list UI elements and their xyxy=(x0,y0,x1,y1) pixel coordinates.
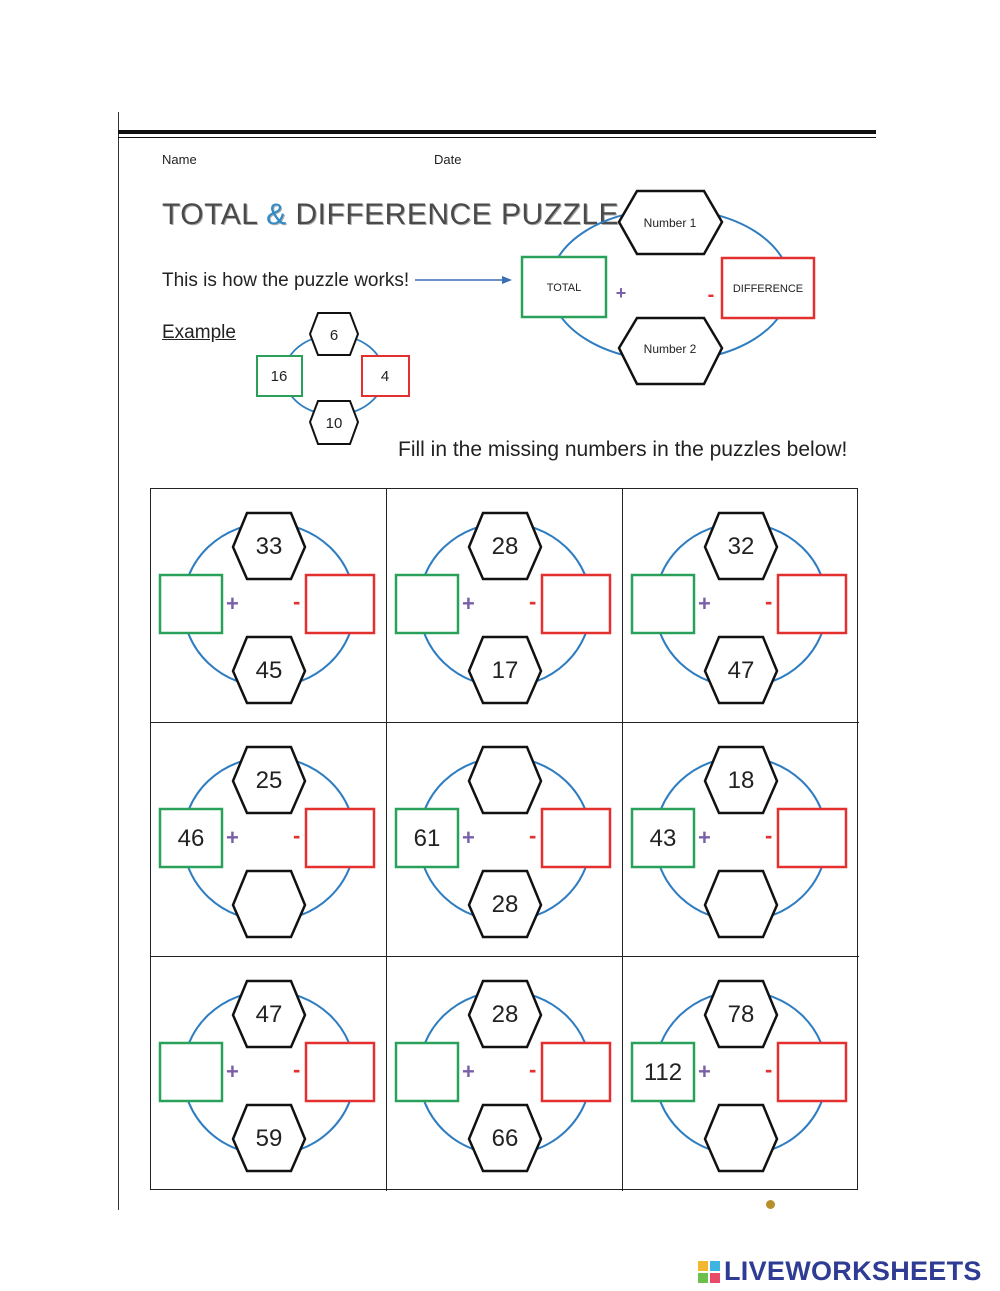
bottom-number: 59 xyxy=(255,1125,283,1152)
puzzle-cell xyxy=(623,957,859,1191)
bottom-number: 47 xyxy=(727,657,755,684)
how-it-works-text: This is how the puzzle works! xyxy=(162,270,410,291)
title-total: TOTAL xyxy=(162,198,258,231)
difference-answer-box xyxy=(778,809,846,867)
number1-label: Number 1 xyxy=(643,216,697,230)
total-value[interactable]: 46 xyxy=(177,825,205,852)
puzzle-shapes xyxy=(623,489,859,723)
difference-answer-box xyxy=(542,575,610,633)
puzzle-cell xyxy=(387,723,623,957)
total-label: TOTAL xyxy=(546,282,582,294)
top-number: 78 xyxy=(727,1001,755,1028)
decorative-dot xyxy=(766,1200,775,1209)
minus-sign: - xyxy=(529,589,537,614)
difference-answer-box xyxy=(542,1043,610,1101)
explanation-diagram xyxy=(0,0,1000,480)
minus-sign: - xyxy=(765,823,773,848)
bottom-hexagon xyxy=(233,871,305,937)
minus-sign: - xyxy=(707,284,715,306)
puzzle-shapes xyxy=(151,957,387,1191)
puzzle-grid xyxy=(150,488,858,1190)
total-answer-box xyxy=(396,575,458,633)
top-number: 28 xyxy=(491,1001,519,1028)
puzzle-cell xyxy=(387,489,623,723)
puzzle-cell xyxy=(387,957,623,1191)
minus-sign: - xyxy=(293,589,301,614)
puzzle-shapes xyxy=(387,489,623,723)
difference-answer-box xyxy=(542,809,610,867)
plus-sign: + xyxy=(462,825,475,850)
plus-sign: + xyxy=(615,283,627,303)
puzzle-shapes xyxy=(151,489,387,723)
example-bottom-value: 10 xyxy=(325,415,343,432)
puzzle-cell xyxy=(623,723,859,957)
minus-sign: - xyxy=(765,1057,773,1082)
difference-answer-box xyxy=(306,1043,374,1101)
brand-name: LIVEWORKSHEETS xyxy=(724,1256,982,1286)
date-label: Date xyxy=(434,152,462,167)
minus-sign: - xyxy=(765,589,773,614)
example-top-value: 6 xyxy=(329,327,339,344)
top-hexagon xyxy=(469,747,541,813)
top-number: 18 xyxy=(727,767,755,794)
difference-label: DIFFERENCE xyxy=(732,283,804,295)
brand-logo-icon xyxy=(698,1261,720,1283)
top-number: 25 xyxy=(255,767,283,794)
plus-sign: + xyxy=(226,591,239,616)
instruction-text: Fill in the missing numbers in the puzzles below! xyxy=(398,438,848,461)
bottom-number: 17 xyxy=(491,657,519,684)
total-value[interactable]: 61 xyxy=(413,825,441,852)
bottom-number: 66 xyxy=(491,1125,519,1152)
total-value[interactable]: 112 xyxy=(643,1059,683,1086)
brand-logo xyxy=(698,1256,982,1287)
bottom-hexagon xyxy=(705,871,777,937)
minus-sign: - xyxy=(529,1057,537,1082)
puzzle-cell xyxy=(151,489,387,723)
plus-sign: + xyxy=(462,591,475,616)
title-ampersand: & xyxy=(266,198,287,231)
total-answer-box xyxy=(160,1043,222,1101)
minus-sign: - xyxy=(293,1057,301,1082)
example-difference-value: 4 xyxy=(380,368,390,385)
top-number: 28 xyxy=(491,533,519,560)
difference-answer-box xyxy=(778,575,846,633)
total-answer-box xyxy=(160,575,222,633)
plus-sign: + xyxy=(462,1059,475,1084)
title-difference: DIFFERENCE PUZZLE xyxy=(295,198,620,231)
difference-answer-box xyxy=(306,809,374,867)
name-label: Name xyxy=(162,152,197,167)
plus-sign: + xyxy=(698,591,711,616)
bottom-hexagon xyxy=(705,1105,777,1171)
minus-sign: - xyxy=(529,823,537,848)
plus-sign: + xyxy=(226,1059,239,1084)
bottom-number: 45 xyxy=(255,657,283,684)
total-value[interactable]: 43 xyxy=(649,825,677,852)
puzzle-cell xyxy=(623,489,859,723)
plus-sign: + xyxy=(698,1059,711,1084)
arrow-head-icon xyxy=(502,276,512,284)
puzzle-cell xyxy=(151,723,387,957)
puzzle-shapes xyxy=(387,957,623,1191)
minus-sign: - xyxy=(293,823,301,848)
top-number: 33 xyxy=(255,533,283,560)
total-answer-box xyxy=(632,575,694,633)
plus-sign: + xyxy=(226,825,239,850)
number2-label: Number 2 xyxy=(643,342,697,356)
example-label: Example xyxy=(162,322,236,343)
difference-answer-box xyxy=(306,575,374,633)
example-total-value: 16 xyxy=(270,368,288,385)
plus-sign: + xyxy=(698,825,711,850)
bottom-number: 28 xyxy=(491,891,519,918)
puzzle-cell xyxy=(151,957,387,1191)
top-number: 47 xyxy=(255,1001,283,1028)
difference-answer-box xyxy=(778,1043,846,1101)
total-answer-box xyxy=(396,1043,458,1101)
top-number: 32 xyxy=(727,533,755,560)
